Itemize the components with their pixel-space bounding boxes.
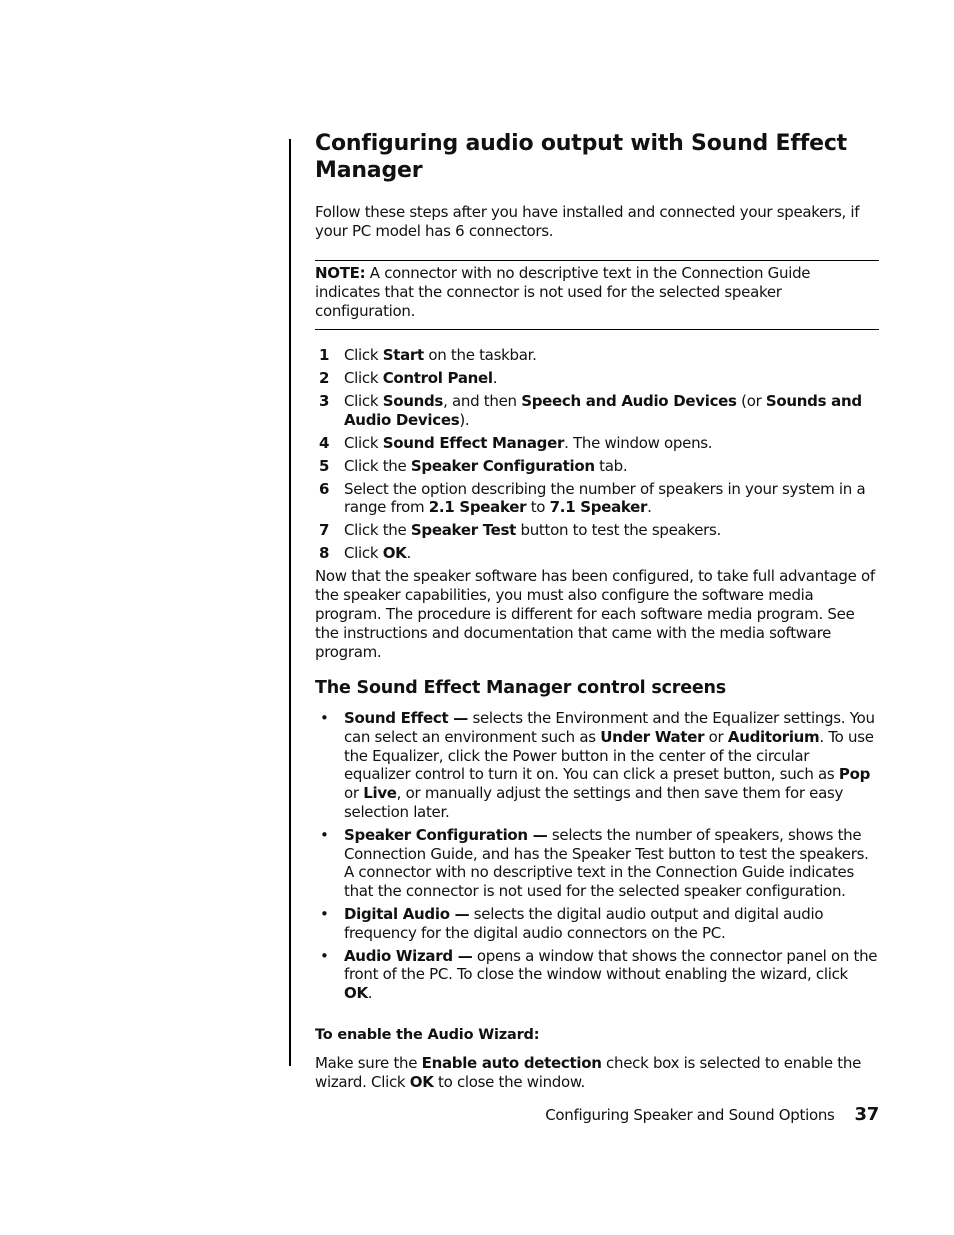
step-text: button to test the speakers. [516,521,722,539]
step-number: 1 [319,346,330,364]
step-number: 8 [319,544,330,562]
note-box [315,260,879,330]
step-keyword: Sounds and Audio Devices [344,392,862,429]
final-keyword: Enable auto detection [421,1053,602,1072]
step-keyword: OK [382,544,407,562]
bullet-icon: • [320,709,329,727]
bullet-text: . To use the Equalizer, click the Power button in the center of the circular equalizer control to turn it on. You can click a preset button, such as [344,727,874,784]
bullet-term: Sound Effect — [344,709,468,727]
step-item [315,457,879,476]
bullet-keyword: Auditorium [727,727,820,746]
bullet-item [315,905,879,943]
bullet-text: , or manually adjust the settings and then save them for easy selection later. [344,784,844,821]
page-title: Configuring audio output with Sound Effect Manager [315,131,847,183]
bullet-text: . [367,984,373,1003]
step-keyword: Control Panel [382,369,493,387]
page-content [315,130,879,1092]
step-keyword: 2.1 Speaker [428,498,527,516]
step-number: 7 [319,521,330,539]
step-text: Click [344,369,383,387]
bullet-text: selects the digital audio output and digital audio frequency for the digital audio connectors on the PC. [344,904,824,942]
step-text: Click the [344,456,411,475]
subheading: To enable the Audio Wizard: [315,1026,540,1043]
step-number: 6 [319,479,330,498]
step-text: . The window opens. [564,433,713,452]
final-text: check box is selected to enable the wizard. Click [315,1053,862,1091]
step-keyword: Speech and Audio Devices [521,392,737,410]
step-text: , and then [443,392,522,410]
step-text: . [492,369,498,387]
intro-paragraph: Follow these steps after you have installed and connected your speakers, if your PC model has 6 connectors. [315,203,860,240]
bullet-term: Audio Wizard — [344,946,473,965]
steps-list [315,346,879,563]
bullet-text: or [344,784,364,803]
step-item [315,392,879,429]
step-text: ). [459,410,470,429]
section-heading: The Sound Effect Manager control screens [315,678,727,698]
step-text: (or [736,392,766,410]
bullet-icon: • [320,946,329,965]
step-number: 5 [319,456,330,475]
step-keyword: Speaker Test [410,521,517,539]
step-keyword: Sounds [382,392,444,410]
page-number: 37 [854,1104,879,1125]
step-item [315,544,879,563]
step-item [315,346,879,365]
final-keyword: OK [409,1072,434,1091]
step-text: Click the [344,521,411,539]
step-text: Select the option describing the number of speakers in your system in a range from [344,479,866,516]
step-item [315,434,879,453]
step-text: Click [344,346,383,364]
bullet-text: opens a window that shows the connector panel on the front of the PC. To close the window without enabling the wizard, click [344,946,878,984]
step-text: . [406,544,411,562]
step-keyword: Speaker Configuration [410,456,595,475]
bullet-keyword: Under Water [600,727,705,746]
final-text: to close the window. [433,1072,585,1091]
bullet-icon: • [320,825,329,844]
bullet-keyword: Live [363,784,397,803]
footer-section-title: Configuring Speaker and Sound Options [545,1106,835,1124]
bullet-term: Digital Audio — [344,904,470,923]
bullet-text: selects the Environment and the Equalizer settings. You can select an environment such as [344,709,875,746]
step-text: Click [344,433,383,452]
bullet-text: or [704,727,728,746]
note-text: A connector with no descriptive text in the Connection Guide indicates that the connector is not used for the selected speaker configuration. [315,264,811,320]
after-steps-paragraph: Now that the speaker software has been configured, to take full advantage of the speaker capabilities, you must also configure the software media program. The procedure is different for each software media program. See the instructions and documentation that came with the media software program. [315,567,875,661]
step-keyword: 7.1 Speaker [549,498,648,516]
bullet-item [315,947,879,1003]
step-item [315,521,879,540]
note-label: NOTE: [315,264,366,282]
bullet-icon: • [320,904,329,923]
bullet-list [315,709,879,1003]
final-text: Make sure the [315,1053,422,1072]
step-number: 2 [319,369,330,387]
bullet-item [315,709,879,822]
step-text: . [647,498,652,516]
step-number: 4 [319,433,330,452]
step-item [315,480,879,517]
bullet-item [315,826,879,901]
step-keyword: Sound Effect Manager [382,433,565,452]
bullet-text: selects the number of speakers, shows the Connection Guide, and has the Speaker Test button to test the speakers. A connector with no descriptive text in the Connection Guide indicates that the connector is not used for the selected speaker configuration. [344,825,869,901]
bullet-term: Speaker Configuration — [344,825,548,844]
step-keyword: Start [382,346,424,364]
bullet-keyword: Pop [838,765,871,784]
step-number: 3 [319,392,330,410]
margin-rule [289,139,291,1066]
page-footer [545,1104,879,1125]
step-text: Click [344,544,383,562]
bullet-keyword: OK [344,984,368,1003]
step-text: Click [344,392,383,410]
step-text: tab. [594,456,628,475]
step-text: to [526,498,550,516]
step-item [315,369,879,388]
final-paragraph [315,1054,879,1092]
step-text: on the taskbar. [423,346,537,364]
